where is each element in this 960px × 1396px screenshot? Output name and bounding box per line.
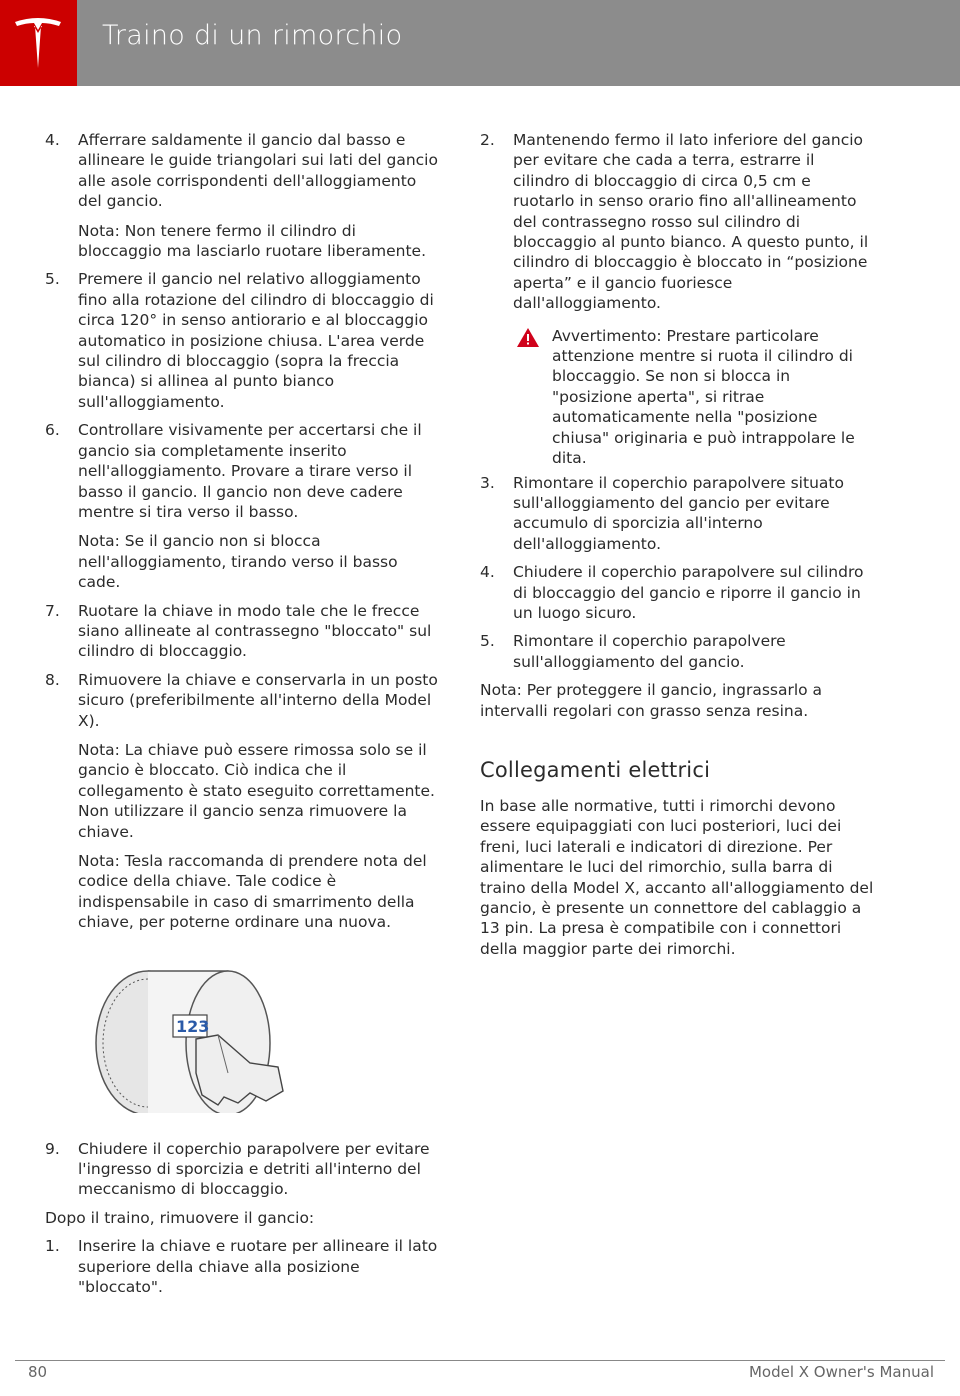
note: Nota: Tesla raccomanda di prendere nota del codice della chiave. Tale codice è indispensabile in caso di smarrimento della chiave, per poterne ordinare una nuova.	[78, 852, 427, 932]
step-number: 4.	[480, 563, 495, 582]
step-number: 9.	[45, 1139, 60, 1158]
list-item	[45, 601, 440, 662]
step-text: Inserire la chiave e ruotare per allineare il lato superiore della chiave alla posizione "bloccato".	[78, 1237, 438, 1297]
note: Nota: La chiave può essere rimossa solo se il gancio è bloccato. Ciò indica che il collegamento è stato eseguito correttamente. Non utilizzare il gancio senza rimuovere la chiave.	[78, 740, 435, 841]
step-text: Ruotare la chiave in modo tale che le frecce siano allineate al contrassegno "bloccato" sul cilindro di bloccaggio.	[78, 601, 432, 661]
note: Nota: Non tenere fermo il cilindro di bloccaggio ma lasciarlo ruotare liberamente.	[78, 221, 426, 261]
warning-icon	[516, 327, 540, 348]
list-item	[480, 631, 875, 672]
step-text: Premere il gancio nel relativo alloggiamento fino alla rotazione del cilindro di bloccaggio di circa 120° in senso antiorario e al bloccaggio automatico in posizione chiusa. L'area verde sul cilindro di bloccaggio (sopra la freccia bianca) si allinea al punto bianco sull'alloggiamento.	[78, 270, 434, 411]
page-header	[0, 0, 960, 86]
step-text: Controllare visivamente per accertarsi che il gancio sia completamente inserito nell'alloggiamento. Provare a tirare verso il basso il gancio. Il gancio non deve cadere mentre si tira verso il basso.	[78, 421, 422, 521]
warning-text: Avvertimento: Prestare particolare attenzione mentre si ruota il cilindro di bloccaggio. Se non si blocca in "posizione aperta", si ritrae automaticamente nella "posizione chiusa" originaria e può intrappolare le dita.	[552, 326, 855, 468]
paragraph: Dopo il traino, rimuovere il gancio:	[45, 1208, 315, 1227]
list-item	[45, 670, 440, 933]
left-column	[45, 130, 440, 1305]
list-item	[45, 269, 440, 412]
list-item	[480, 130, 875, 314]
step-number: 4.	[45, 131, 60, 149]
page-title: Traino di un rimorchio	[102, 20, 403, 51]
step-number: 5.	[45, 270, 60, 289]
step-number: 6.	[45, 421, 60, 440]
note: Nota: Per proteggere il gancio, ingrassarlo a intervalli regolari con grasso senza resina.	[480, 681, 823, 720]
tesla-logo	[0, 0, 77, 86]
section-body: In base alle normative, tutti i rimorchi devono essere equipaggiati con luci posteriori, luci dei freni, luci laterali e indicatori di direzione. Per alimentare le luci del rimorchio, sulla barra di traino della Model X, accanto all'alloggiamento del gancio, è presente un connettore del cablaggio a 13 pin. La presa è compatibile con i connettori della maggior parte dei rimorchi.	[480, 796, 874, 958]
step-text: Mantenendo fermo il lato inferiore del gancio per evitare che cada a terra, estrarre il cilindro di bloccaggio di circa 0,5 cm e ruotarlo in senso orario fino all'allineamento del contrassegno rosso sul cilindro di bloccaggio al punto bianco. A questo punto, il cilindro di bloccaggio è bloccato in “posizione aperta” e il gancio fuoriesce dall'alloggiamento.	[513, 131, 869, 313]
tesla-t-logo-icon	[13, 16, 63, 70]
step-text: Chiudere il coperchio parapolvere sul cilindro di bloccaggio del gancio e riporre il gancio in un luogo sicuro.	[513, 563, 864, 622]
list-item	[45, 1139, 440, 1200]
note: Nota: Se il gancio non si blocca nell'alloggiamento, tirando verso il basso cade.	[78, 532, 398, 592]
step-number: 3.	[480, 473, 495, 492]
lock-cylinder-illustration	[78, 963, 338, 1113]
section-title: Collegamenti elettrici	[480, 757, 711, 782]
step-text: Rimuovere la chiave e conservarla in un posto sicuro (preferibilmente all'interno della Model X).	[78, 670, 438, 730]
step-text: Chiudere il coperchio parapolvere per evitare l'ingresso di sporcizia e detriti all'interno del meccanismo di bloccaggio.	[78, 1139, 430, 1199]
key-code-label: 123	[176, 1016, 210, 1036]
step-text: Afferrare saldamente il gancio dal basso e allineare le guide triangolari sui lati del gancio alle asole corrispondenti dell'alloggiamento del gancio.	[78, 131, 438, 211]
list-item	[480, 562, 875, 623]
list-item	[45, 130, 440, 261]
list-item	[45, 1236, 440, 1297]
warning-box	[480, 326, 875, 469]
right-column	[480, 130, 875, 967]
list-item	[480, 473, 875, 555]
step-number: 1.	[45, 1237, 60, 1256]
step-number: 5.	[480, 632, 495, 651]
list-item	[45, 420, 440, 592]
step-number: 7.	[45, 601, 60, 620]
page-number: 80	[28, 1363, 48, 1381]
step-text: Rimontare il coperchio parapolvere sull'alloggiamento del gancio.	[513, 632, 786, 671]
footer-divider	[15, 1360, 945, 1361]
step-number: 2.	[480, 131, 495, 149]
manual-title: Model X Owner's Manual	[748, 1363, 934, 1381]
step-text: Rimontare il coperchio parapolvere situato sull'alloggiamento del gancio per evitare accumulo di sporcizia all'interno dell'alloggiamento.	[513, 473, 844, 553]
step-number: 8.	[45, 670, 60, 689]
lock-cylinder-figure	[78, 963, 338, 1113]
